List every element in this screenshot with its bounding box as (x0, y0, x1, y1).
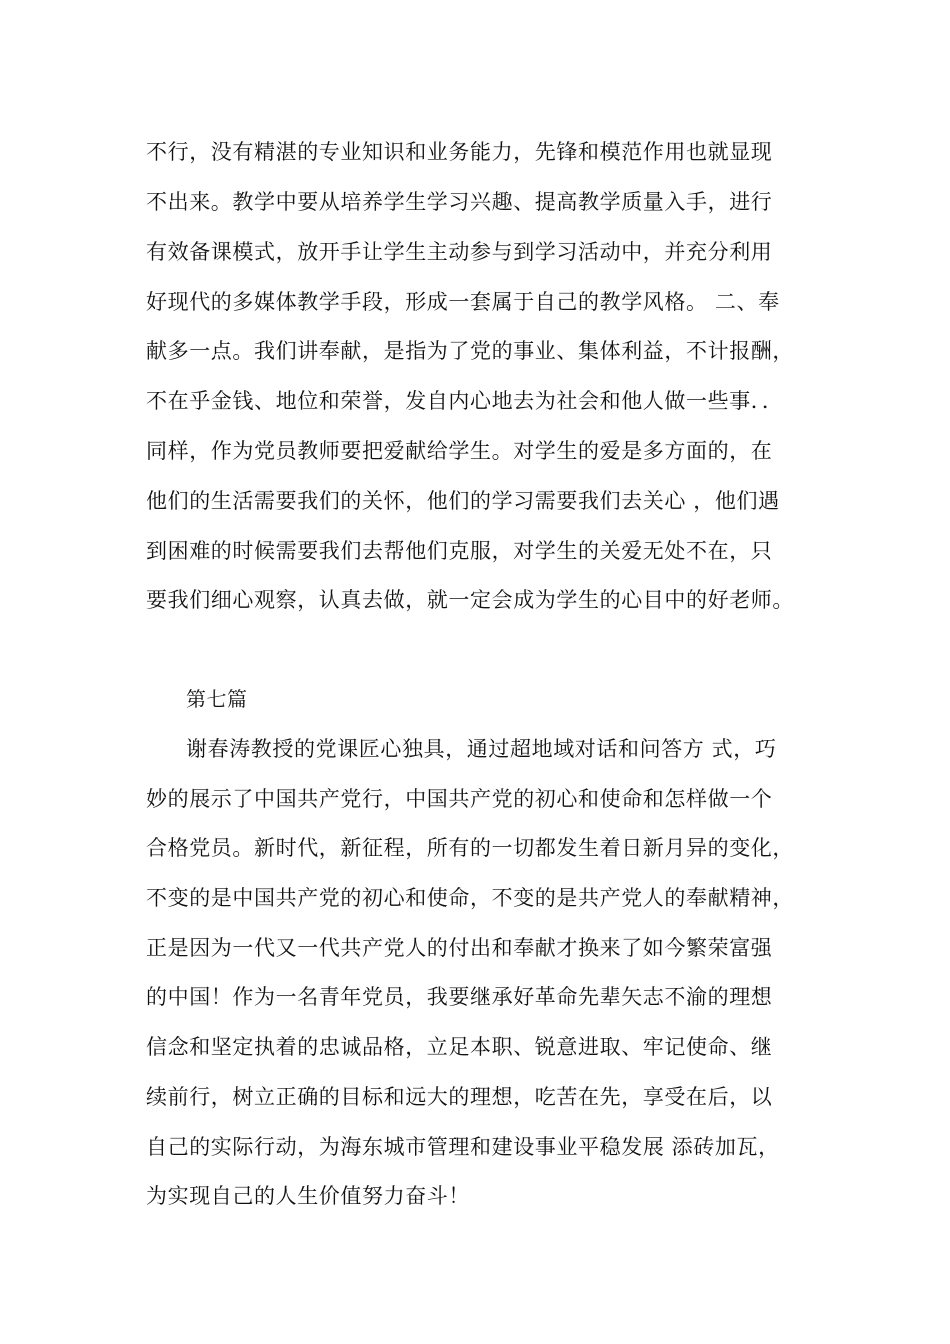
paragraph-line: 自己的实际行动，为海东城市管理和建设事业平稳发展 添砖加瓦， (146, 1135, 780, 1159)
paragraph-line: 合格党员。新时代，新征程，所有的一切都发生着日新月异的变化， (146, 836, 794, 860)
paragraph-line: 到困难的时候需要我们去帮他们克服，对学生的关爱无处不在，只 (146, 539, 773, 563)
paragraph-line: 要我们细心观察，认真去做，就一定会成为学生的心目中的好老师。 (146, 588, 794, 612)
section-heading: 第七篇 (186, 687, 248, 711)
paragraph-line: 不变的是中国共产党的初心和使命，不变的是共产党人的奉献精神， (146, 886, 794, 910)
paragraph-line: 不出来。教学中要从培养学生学习兴趣、提高教学质量入手，进行 (146, 190, 773, 214)
paragraph-line: 不行，没有精湛的专业知识和业务能力，先锋和模范作用也就显现 (146, 140, 773, 164)
paragraph-line: 同样，作为党员教师要把爱献给学生。对学生的爱是多方面的，在 (146, 439, 773, 463)
paragraph-line: 谢春涛教授的党课匠心独具，通过超地域对话和问答方 式，巧 (186, 737, 777, 761)
paragraph-line: 的中国！作为一名青年党员，我要继承好革命先辈矢志不渝的理想 (146, 985, 773, 1009)
paragraph-line: 有效备课模式，放开手让学生主动参与到学习活动中，并充分利用 (146, 240, 773, 264)
paragraph-line: 不在乎金钱、地位和荣誉，发自内心地去为社会和他人做一些事．． (146, 389, 784, 413)
paragraph-line: 献多一点。我们讲奉献，是指为了党的事业、集体利益，不计报酬， (146, 339, 794, 363)
paragraph-line: 好现代的多媒体教学手段，形成一套属于自己的教学风格。 二、奉 (146, 290, 780, 314)
paragraph-line: 为实现自己的人生价值努力奋斗！ (146, 1184, 470, 1208)
paragraph-line: 他们的生活需要我们的关怀，他们的学习需要我们去关心 ，他们遇 (146, 489, 780, 513)
paragraph-line: 信念和坚定执着的忠诚品格，立足本职、锐意进取、牢记使命、继 (146, 1035, 773, 1059)
paragraph-line: 妙的展示了中国共产党行，中国共产党的初心和使命和怎样做一个 (146, 787, 773, 811)
paragraph-line: 正是因为一代又一代共产党人的付出和奉献才换来了如今繁荣富强 (146, 936, 773, 960)
paragraph-line: 续前行，树立正确的目标和远大的理想，吃苦在先，享受在后，以 (146, 1085, 773, 1109)
